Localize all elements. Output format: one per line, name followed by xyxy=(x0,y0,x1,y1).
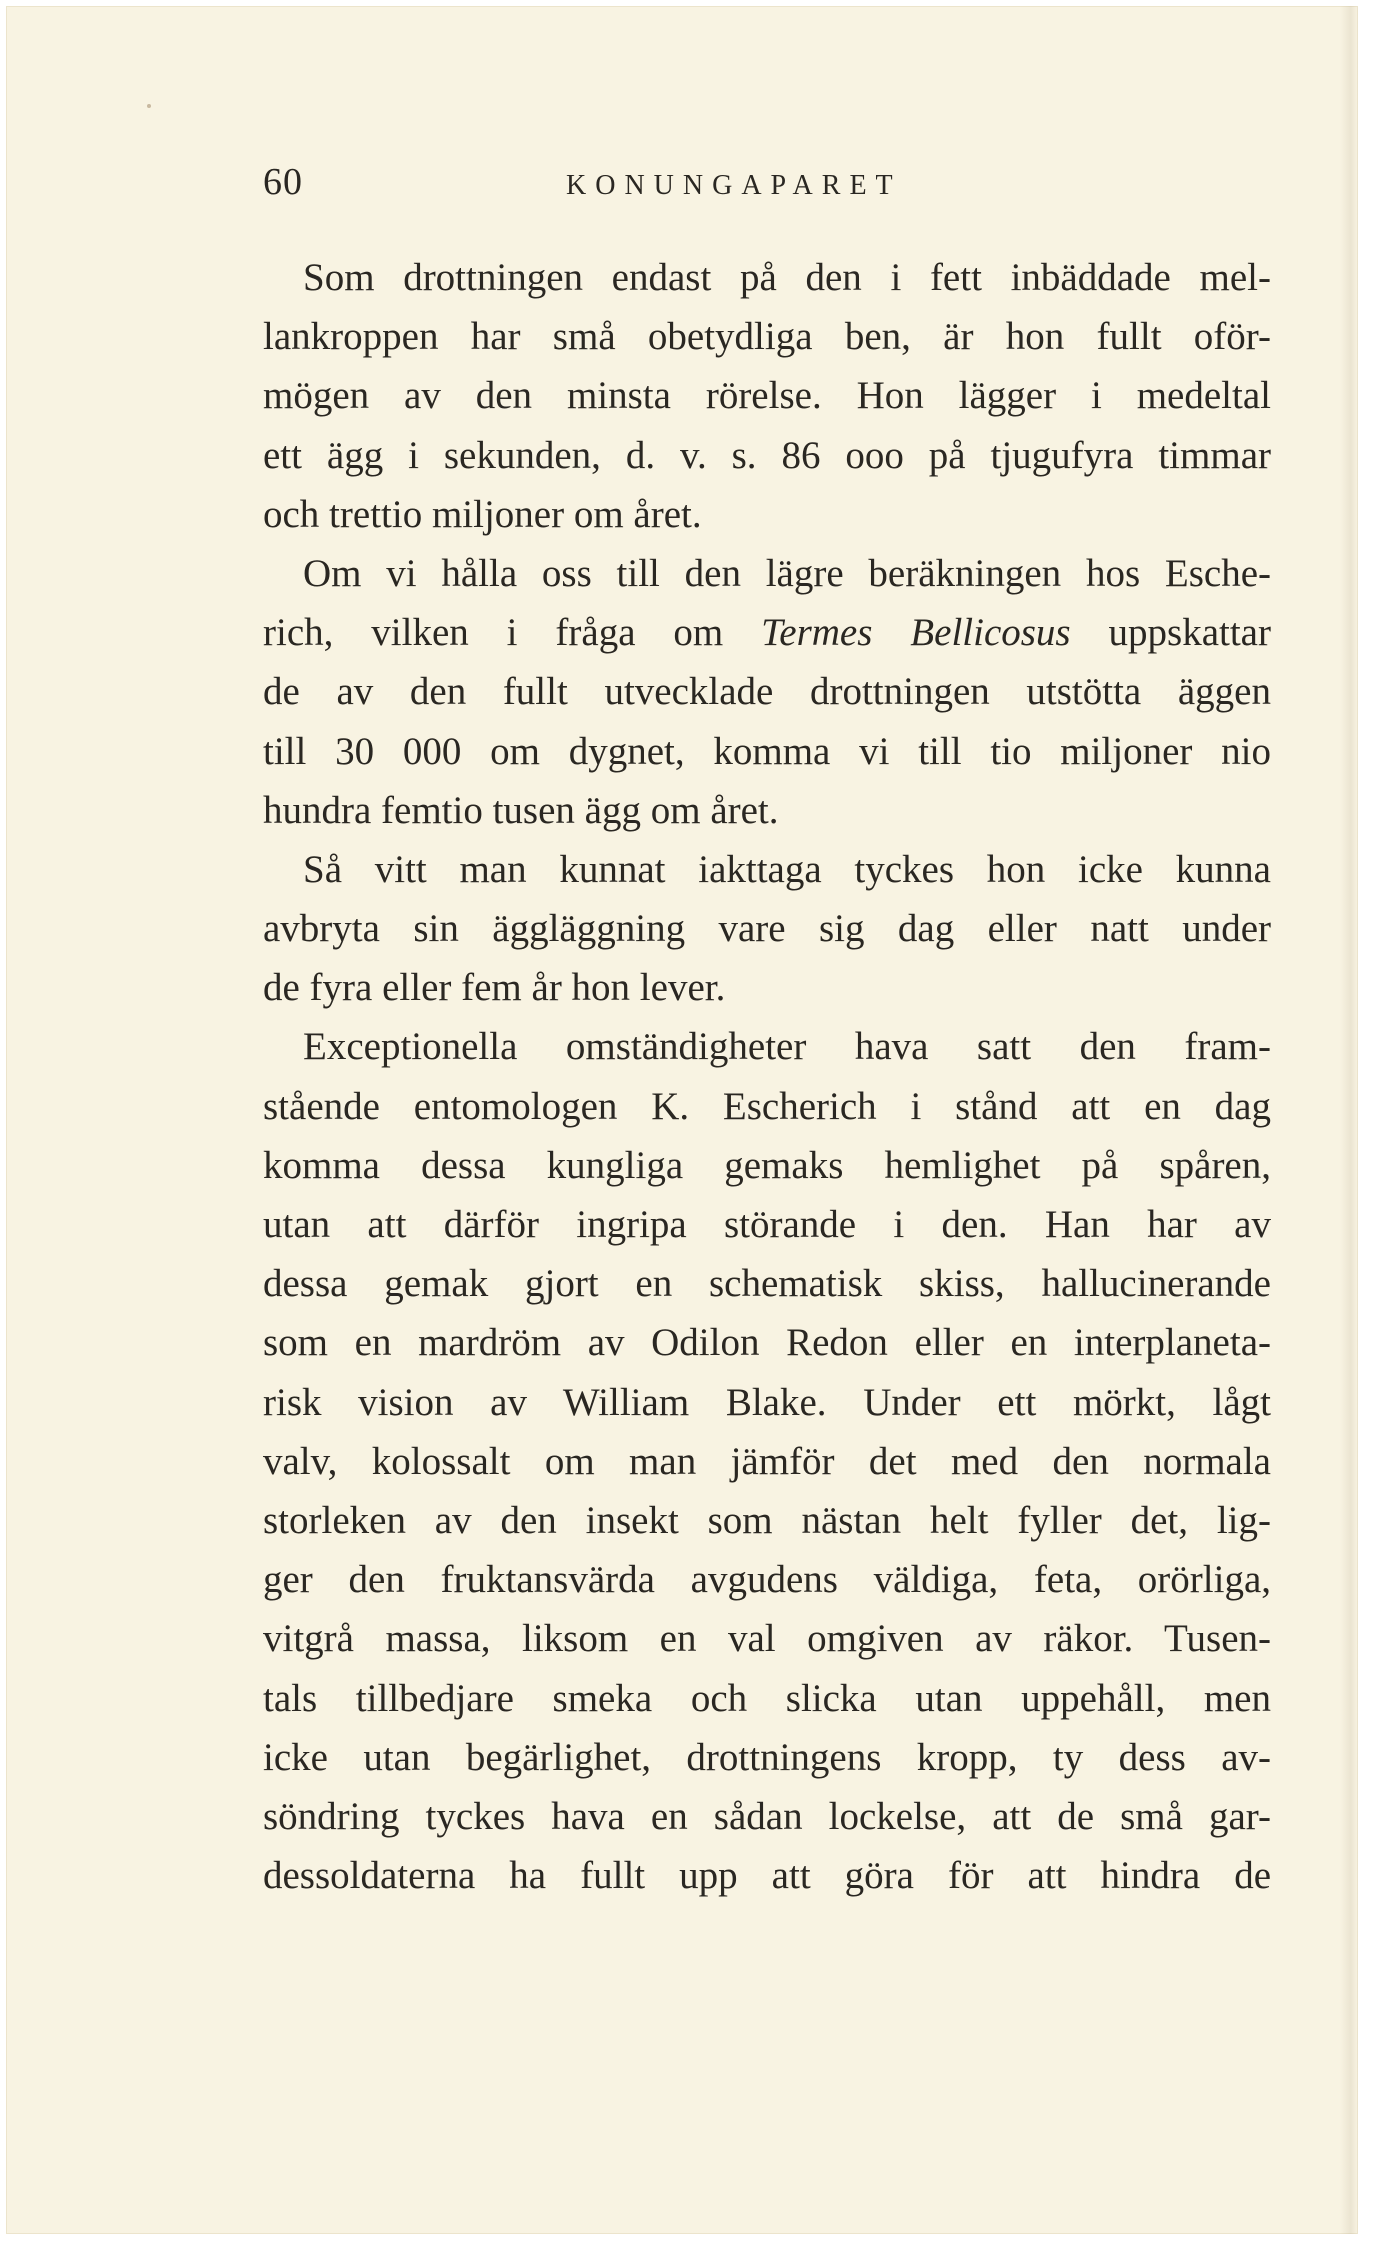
text-line: komma dessa kungliga gemaks hemlighet på spåren, xyxy=(263,1143,1271,1187)
running-head xyxy=(263,160,1271,216)
page-edge-shadow xyxy=(1340,6,1358,2234)
text-line: som en mardröm av Odilon Redon eller en interplaneta- xyxy=(263,1321,1271,1365)
text-line: Som drottningen endast på den i fett inbäddade mel- xyxy=(303,256,1271,299)
text-line: och trettio miljoner om året. xyxy=(263,492,702,536)
text-line: storleken av den insekt som nästan helt fyller det, lig- xyxy=(263,1498,1271,1542)
text-line xyxy=(263,603,1271,662)
text-line: mögen av den minsta rörelse. Hon lägger i medeltal xyxy=(263,374,1271,418)
text-segment: rich, vilken i fråga om xyxy=(263,611,762,655)
text-line: ett ägg i sekunden, d. v. s. 86 ooo på tjugufyra timmar xyxy=(263,433,1271,477)
text-line: valv, kolossalt om man jämför det med den normala xyxy=(263,1439,1271,1483)
text-line: icke utan begärlighet, drottningens kropp, ty dess av- xyxy=(263,1735,1271,1779)
running-title: KONUNGAPARET xyxy=(566,170,902,201)
text-line: lankroppen har små obetydliga ben, är hon fullt oför- xyxy=(263,315,1271,359)
text-line: Så vitt man kunnat iakttaga tyckes hon icke kunna xyxy=(303,847,1271,891)
text-line: tals tillbedjare smeka och slicka utan uppehåll, men xyxy=(263,1676,1271,1720)
text-line: söndring tyckes hava en sådan lockelse, att de små gar- xyxy=(263,1794,1271,1838)
text-line: de av den fullt utvecklade drottningen utstötta äggen xyxy=(263,670,1271,714)
text-line: risk vision av William Blake. Under ett mörkt, lågt xyxy=(263,1380,1271,1424)
text-segment: uppskattar xyxy=(1070,611,1271,655)
page-number: 60 xyxy=(263,161,303,203)
text-line: ger den fruktansvärda avgudens väldiga, feta, orörliga, xyxy=(263,1558,1271,1602)
text-line: till 30 000 om dygnet, komma vi till tio miljoner nio xyxy=(263,729,1271,773)
italic-term: Termes Bellicosus xyxy=(761,611,1071,655)
text-line: Om vi hålla oss till den lägre beräkningen hos Esche- xyxy=(303,551,1271,595)
text-line: avbryta sin äggläggning vare sig dag eller natt under xyxy=(263,907,1271,951)
text-line: vitgrå massa, liksom en val omgiven av räkor. Tusen- xyxy=(263,1617,1271,1661)
text-line: Exceptionella omständigheter hava satt den fram- xyxy=(303,1025,1271,1069)
text-line: dessa gemak gjort en schematisk skiss, hallucinerande xyxy=(263,1262,1271,1306)
text-line: dessoldaterna ha fullt upp att göra för att hindra de xyxy=(263,1854,1271,1898)
paper-speck xyxy=(147,104,151,108)
text-line: utan att därför ingripa störande i den. Han har av xyxy=(263,1203,1271,1246)
text-line: stående entomologen K. Escherich i stånd att en dag xyxy=(263,1084,1271,1128)
text-line: de fyra eller fem år hon lever. xyxy=(263,966,726,1010)
body-text xyxy=(263,248,1271,1905)
text-line: hundra femtio tusen ägg om året. xyxy=(263,788,779,832)
